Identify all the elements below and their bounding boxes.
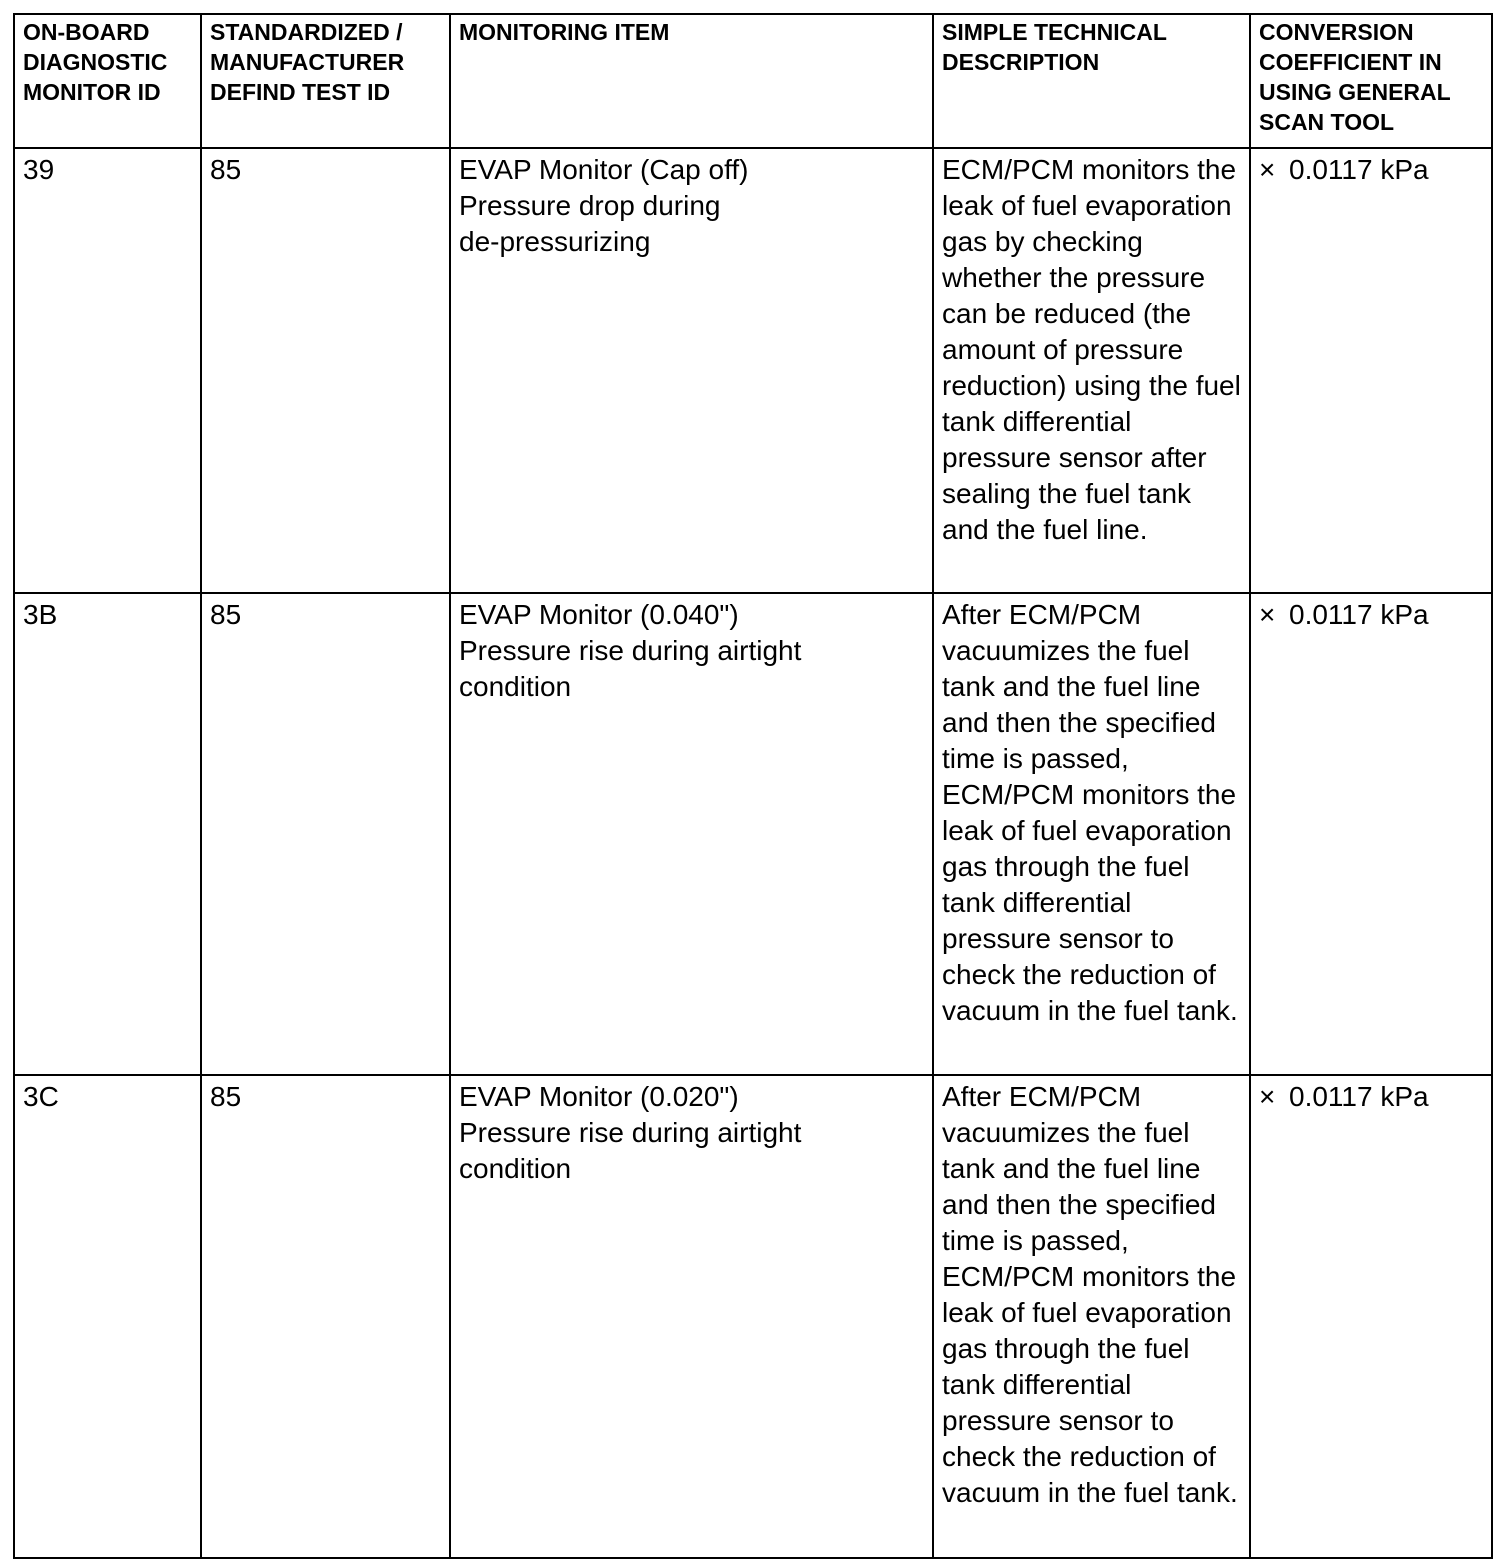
technical-description: ECM/PCM monitors the leak of fuel evaporation gas by checking whether the pressure can be reduced (the amount of pressure reduction) using the fuel tank differential pressure sensor after sealing the fuel tank and the fuel line. — [942, 154, 1241, 545]
monitoring-item: EVAP Monitor (Cap off) Pressure drop during de-pressurizing — [459, 154, 749, 257]
monitoring-item-cell — [450, 148, 933, 593]
test-id: 85 — [210, 599, 242, 630]
coefficient-cell — [1250, 593, 1492, 1075]
table-row — [14, 1075, 1492, 1558]
test-id-cell — [201, 148, 450, 593]
header-technical-description: SIMPLE TECHNICAL DESCRIPTION — [933, 14, 1250, 148]
header-conversion-coefficient: CONVERSION COEFFICIENT IN USING GENERAL SCAN TOOL — [1250, 14, 1492, 148]
technical-description: After ECM/PCM vacuumizes the fuel tank and the fuel line and then the specified time is passed, ECM/PCM monitors the leak of fuel evaporation gas through the fuel tank differential pressure sensor to check the reduction of vacuum in the fuel tank. — [942, 1081, 1238, 1508]
conversion-coefficient: 0.0117 kPa — [1289, 154, 1429, 185]
monitor-id-cell — [14, 1075, 201, 1558]
conversion-coefficient: 0.0117 kPa — [1289, 599, 1429, 630]
conversion-coefficient: 0.0117 kPa — [1289, 1081, 1429, 1112]
coefficient-cell — [1250, 1075, 1492, 1558]
test-id: 85 — [210, 154, 242, 185]
test-id-cell — [201, 1075, 450, 1558]
monitor-id: 3B — [23, 599, 58, 630]
table-row — [14, 148, 1492, 593]
multiply-icon: × — [1259, 154, 1276, 185]
table-row — [14, 593, 1492, 1075]
monitoring-item-cell — [450, 1075, 933, 1558]
monitoring-item: EVAP Monitor (0.020") Pressure rise during airtight condition — [459, 1081, 802, 1184]
monitor-id-cell — [14, 148, 201, 593]
test-id-cell — [201, 593, 450, 1075]
monitor-id-cell — [14, 593, 201, 1075]
header-monitoring-item: MONITORING ITEM — [450, 14, 933, 148]
monitoring-item: EVAP Monitor (0.040") Pressure rise during airtight condition — [459, 599, 802, 702]
header-monitor-id: ON-BOARD DIAGNOSTIC MONITOR ID — [14, 14, 201, 148]
coefficient-cell — [1250, 148, 1492, 593]
description-cell — [933, 148, 1250, 593]
monitoring-item-cell — [450, 593, 933, 1075]
header-row — [14, 14, 1492, 148]
header-test-id: STANDARDIZED / MANUFACTURER DEFIND TEST ID — [201, 14, 450, 148]
obd-monitor-table — [13, 13, 1493, 1559]
test-id: 85 — [210, 1081, 242, 1112]
monitor-id: 39 — [23, 154, 55, 185]
description-cell — [933, 593, 1250, 1075]
technical-description: After ECM/PCM vacuumizes the fuel tank and the fuel line and then the specified time is passed, ECM/PCM monitors the leak of fuel evaporation gas through the fuel tank differential pressure sensor to check the reduction of vacuum in the fuel tank. — [942, 599, 1238, 1026]
multiply-icon: × — [1259, 599, 1276, 630]
multiply-icon: × — [1259, 1081, 1276, 1112]
monitor-id: 3C — [23, 1081, 59, 1112]
description-cell — [933, 1075, 1250, 1558]
